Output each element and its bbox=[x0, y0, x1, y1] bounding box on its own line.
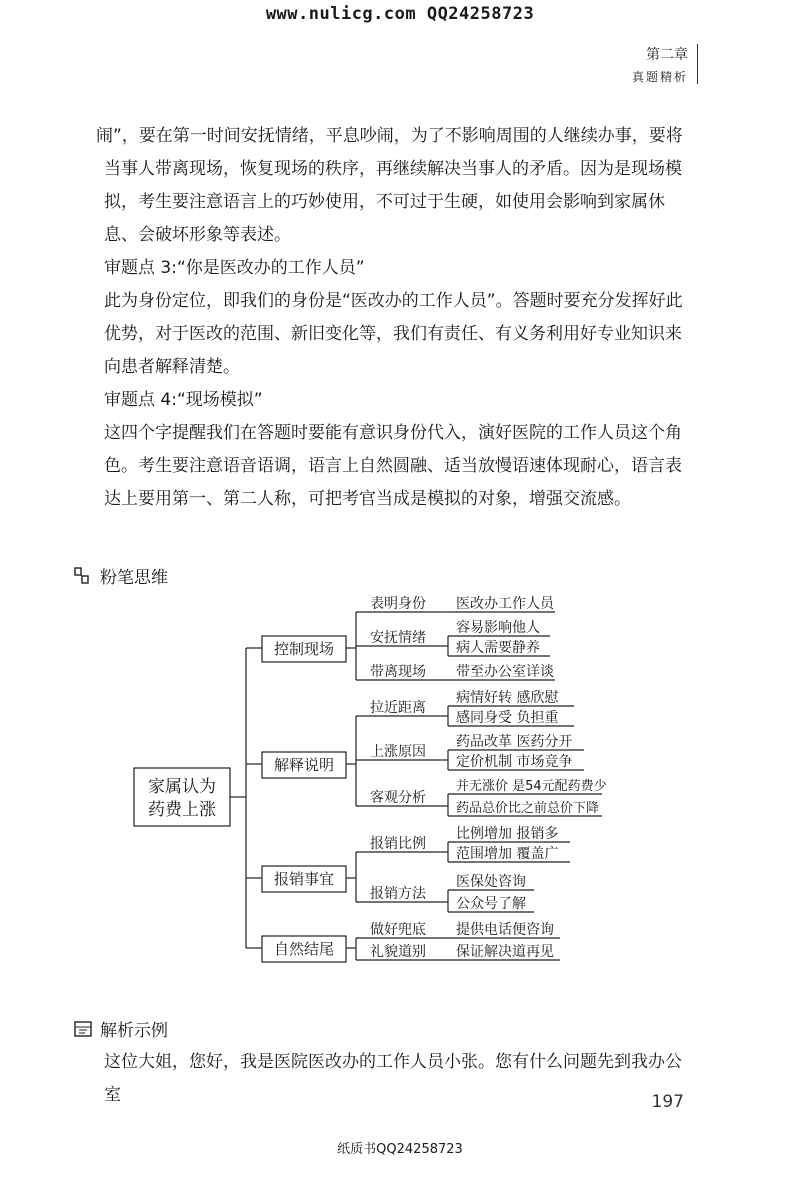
sub-label: 客观分析 bbox=[370, 790, 426, 806]
chapter-divider bbox=[697, 44, 698, 84]
mindmap-icon bbox=[74, 567, 90, 585]
body-paragraph-5 bbox=[104, 417, 690, 516]
sub-label: 报销比例 bbox=[370, 836, 426, 852]
analysis-section-title bbox=[74, 1016, 168, 1041]
leaf-label: 提供电话便咨询 bbox=[456, 922, 554, 938]
branch-label-4: 自然结尾 bbox=[273, 940, 335, 958]
analysis-icon bbox=[74, 1020, 90, 1038]
paragraph-4: 审题点 4:“现场模拟” bbox=[104, 390, 263, 410]
sub-label: 做好兜底 bbox=[370, 922, 426, 938]
analysis-paragraph bbox=[104, 1046, 690, 1112]
leaf-label: 药品改革 医药分开 bbox=[456, 734, 573, 750]
sub-label: 表明身份 bbox=[370, 596, 426, 612]
branch-label-3: 报销事宜 bbox=[273, 870, 335, 888]
chapter-title: 第二章 bbox=[646, 47, 688, 63]
branch-label-1: 控制现场 bbox=[273, 640, 335, 658]
leaf-label: 定价机制 市场竞争 bbox=[456, 754, 573, 770]
leaf-label: 药品总价比之前总价下降 bbox=[456, 801, 600, 816]
body-paragraph-3 bbox=[104, 285, 690, 384]
sub-label: 报销方法 bbox=[370, 886, 426, 902]
paragraph-2: 审题点 3:“你是医改办的工作人员” bbox=[104, 258, 365, 278]
root-line-2: 药费上涨 bbox=[148, 800, 216, 820]
top-watermark: www.nulicg.com QQ24258723 bbox=[265, 4, 535, 24]
root-line-1: 家属认为 bbox=[148, 777, 216, 797]
sub-label: 安抚情绪 bbox=[370, 630, 426, 646]
leaf-label: 医改办工作人员 bbox=[456, 596, 554, 612]
page-number: 197 bbox=[651, 1092, 684, 1112]
leaf-label: 保证解决道再见 bbox=[456, 944, 554, 960]
leaf-label: 比例增加 报销多 bbox=[456, 826, 559, 842]
branch-label-2: 解释说明 bbox=[273, 756, 335, 774]
paragraph-5: 这四个字提醒我们在答题时要能有意识身份代入，演好医院的工作人员这个角色。考生要注意语音语调，语言上自然圆融、适当放慢语速体现耐心，语言表达上要用第一、第二人称，可把考官当成是模拟的对象，增强交流感。 bbox=[104, 423, 682, 509]
leaf-label: 带至办公室详谈 bbox=[456, 664, 554, 680]
leaf-label: 病情好转 感欣慰 bbox=[456, 690, 559, 706]
sub-label: 上涨原因 bbox=[370, 744, 426, 760]
leaf-label: 容易影响他人 bbox=[456, 620, 540, 636]
mind-map bbox=[130, 590, 610, 970]
sub-label: 拉近距离 bbox=[370, 700, 426, 716]
leaf-label: 感同身受 负担重 bbox=[456, 710, 559, 726]
bottom-watermark: 纸质书QQ24258723 bbox=[337, 1142, 463, 1157]
sub-label: 带离现场 bbox=[370, 664, 426, 680]
review-point-4 bbox=[104, 384, 690, 417]
paragraph-1: 闹”，要在第一时间安抚情绪，平息吵闹，为了不影响周围的人继续办事，要将当事人带离现场，恢复现场的秩序，再继续解决当事人的矛盾。因为是现场模拟，考生要注意语言上的巧妙使用，不可过于生硬，如使用会影响到家属休息、会破坏形象等表述。 bbox=[96, 126, 683, 245]
leaf-label: 并无涨价 是54元配药费少 bbox=[456, 779, 607, 794]
mindmap-title: 粉笔思维 bbox=[100, 568, 168, 588]
leaf-label: 病人需要静养 bbox=[456, 640, 540, 656]
leaf-label: 范围增加 覆盖广 bbox=[456, 846, 559, 862]
chapter-subtitle: 真题精析 bbox=[631, 70, 688, 84]
review-point-3 bbox=[104, 252, 690, 285]
leaf-label: 医保处咨询 bbox=[456, 874, 526, 890]
leaf-label: 公众号了解 bbox=[456, 896, 526, 912]
chapter-header bbox=[632, 44, 688, 88]
mindmap-section-title bbox=[74, 563, 168, 588]
analysis-title: 解析示例 bbox=[100, 1021, 168, 1041]
paragraph-3: 此为身份定位，即我们的身份是“医改办的工作人员”。答题时要充分发挥好此优势，对于医改的范围、新旧变化等，我们有责任、有义务利用好专业知识来向患者解释清楚。 bbox=[104, 291, 683, 377]
body-paragraphs bbox=[96, 120, 690, 252]
analysis-text: 这位大姐，您好，我是医院医改办的工作人员小张。您有什么问题先到我办公室 bbox=[104, 1052, 682, 1105]
sub-label: 礼貌道别 bbox=[370, 944, 426, 960]
